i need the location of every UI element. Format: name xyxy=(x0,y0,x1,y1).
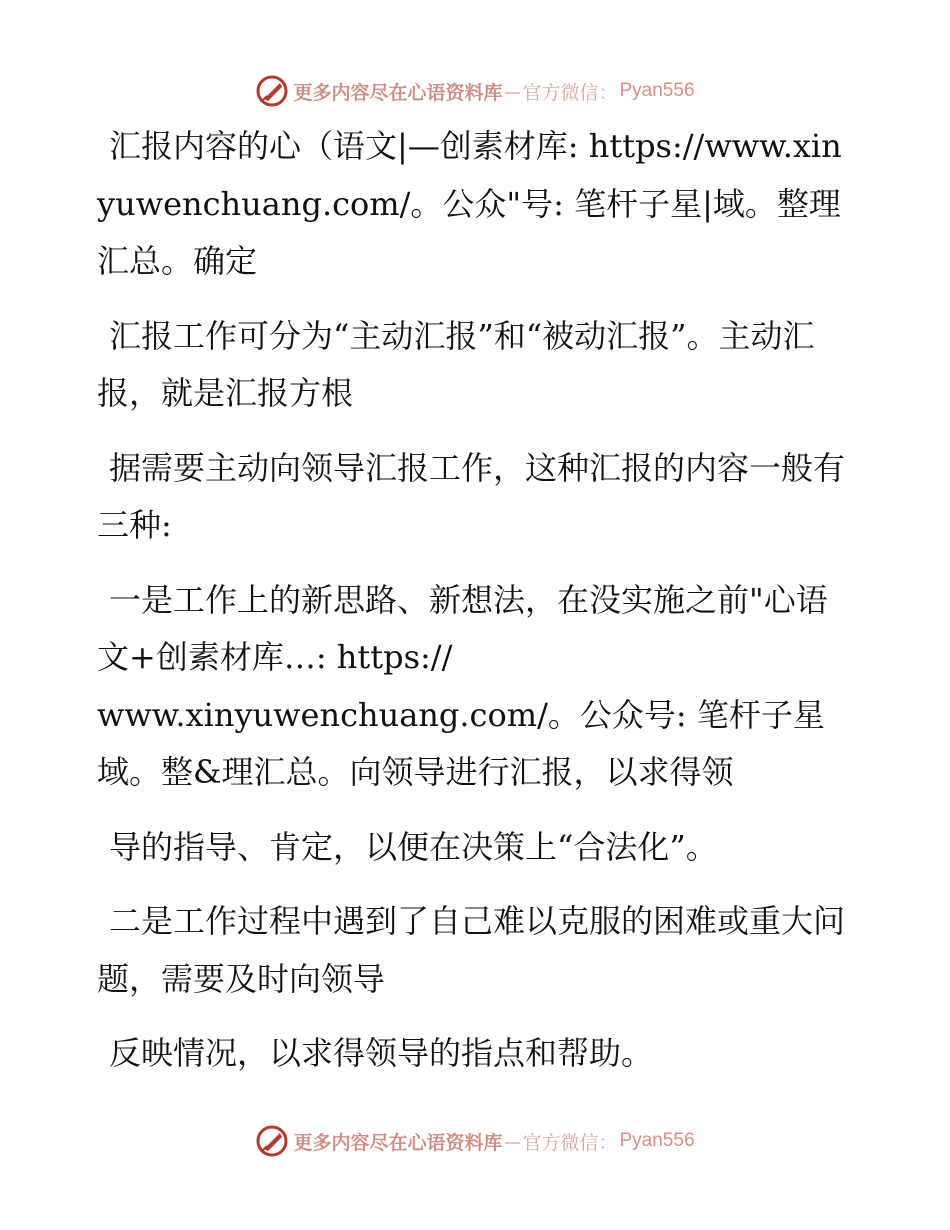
watermark-wechat-id: Pyan556 xyxy=(619,1130,695,1151)
watermark-brand: 更多内容尽在心语资料库 xyxy=(293,1131,503,1154)
quill-logo-icon xyxy=(255,1124,289,1158)
paragraph: 汇报工作可分为“主动汇报”和“被动汇报”。主动汇报，就是汇报方根 xyxy=(97,316,815,412)
paragraph: 二是工作过程中遇到了自己难以克服的困难或重大问题，需要及时向领导 xyxy=(97,902,846,998)
watermark-label: 官方微信： xyxy=(522,1131,618,1154)
watermark-dash: — xyxy=(504,81,521,101)
watermark-dash: — xyxy=(504,1131,521,1151)
document-body xyxy=(97,118,857,1100)
quill-logo-icon xyxy=(255,74,289,108)
footer-watermark xyxy=(0,1121,950,1161)
paragraph: 汇报内容的心（语文|—创素材库: https://www.xinyuwenchuang.com/。公众"号: 笔杆子星|域。整理汇总。确定 xyxy=(97,127,842,280)
watermark-brand: 更多内容尽在心语资料库 xyxy=(293,81,503,104)
paragraph: 一是工作上的新思路、新想法，在没实施之前"心语文+创素材库…: https:// www.xinyuwenchuang.com/。公众号: 笔杆子星域。整&理汇总。向领导进行汇报，以求得领 xyxy=(97,580,828,791)
watermark-wechat-id: Pyan556 xyxy=(619,80,695,101)
paragraph: 据需要主动向领导汇报工作，这种汇报的内容一般有三种: xyxy=(97,448,846,544)
header-watermark xyxy=(0,71,950,111)
watermark-label: 官方微信： xyxy=(522,81,618,104)
paragraph: 导的指导、肯定，以便在决策上“合法化”。 xyxy=(109,827,718,866)
paragraph: 反映情况，以求得领导的指点和帮助。 xyxy=(109,1034,654,1072)
